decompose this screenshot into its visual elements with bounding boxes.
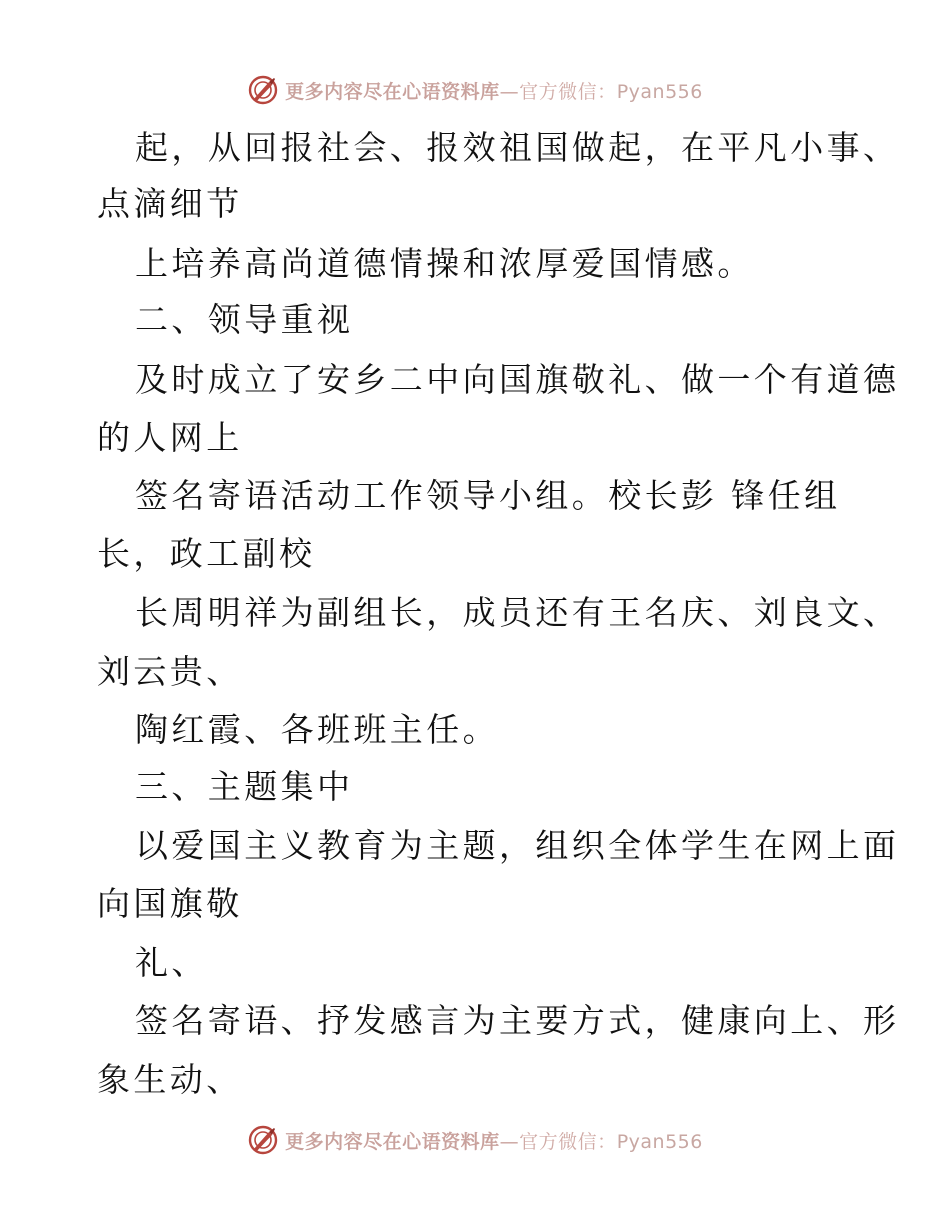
text-line: 签名寄语活动工作领导小组。校长彭 锋任组 [135,476,841,515]
logo-icon [247,74,279,106]
text-line: 陶红霞、各班班主任。 [135,710,499,749]
watermark-wechat-id: Pyan556 [616,1130,703,1153]
logo-icon [247,1124,279,1156]
watermark-dash: — [499,1130,520,1153]
watermark-wechat-id: Pyan556 [616,80,703,103]
text-line: 起，从回报社会、报效祖国做起，在平凡小事、 [135,128,900,167]
watermark-wechat-label: 官方微信： [519,1130,617,1153]
text-line: 点滴细节 [97,184,243,223]
watermark-footer [0,1120,950,1160]
watermark-wechat-label: 官方微信： [519,80,617,103]
watermark-dash: — [499,80,520,103]
section-heading: 二、领导重视 [135,300,354,339]
text-line: 上培养高尚道德情操和浓厚爱国情感。 [135,244,754,283]
watermark-site-name: 更多内容尽在心语资料库 [285,1130,500,1153]
watermark-text [285,77,703,104]
section-heading: 三、主题集中 [135,767,354,806]
text-line: 向国旗敬 [97,884,243,923]
watermark-text [285,1127,703,1154]
text-line: 及时成立了安乡二中向国旗敬礼、做一个有道德 [135,360,900,399]
watermark-header [0,70,950,110]
text-line: 刘云贵、 [97,652,243,691]
text-line: 象生动、 [97,1060,243,1099]
text-line: 长，政工副校 [97,534,316,573]
watermark-site-name: 更多内容尽在心语资料库 [285,80,500,103]
text-line: 签名寄语、抒发感言为主要方式，健康向上、形 [135,1001,900,1040]
text-line: 长周明祥为副组长，成员还有王名庆、刘良文、 [135,593,900,632]
text-line: 的人网上 [97,418,243,457]
text-line: 以爱国主义教育为主题，组织全体学生在网上面 [135,826,900,865]
text-line: 礼、 [135,943,208,982]
